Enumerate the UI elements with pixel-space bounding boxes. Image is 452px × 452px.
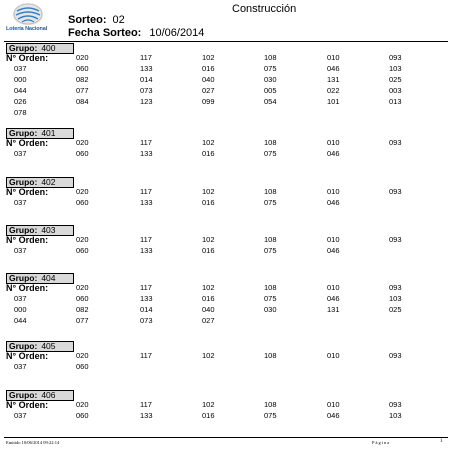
numero-orden: 020 (76, 53, 89, 62)
grupo-label: Grupo: (9, 128, 38, 138)
grupo-block (0, 390, 452, 426)
numbers-row (0, 198, 452, 209)
numero-orden: 093 (389, 283, 402, 292)
numero-orden: 060 (76, 362, 89, 371)
numero-orden: 005 (264, 86, 277, 95)
numero-orden: 117 (140, 53, 152, 62)
numbers-row (0, 138, 452, 149)
numero-orden: 022 (327, 86, 340, 95)
numero-orden: 037 (14, 294, 27, 303)
numbers-row (0, 246, 452, 257)
numero-orden: 037 (14, 198, 27, 207)
numero-orden: 103 (389, 64, 402, 73)
numbers-row (0, 149, 452, 160)
numero-orden: 010 (327, 138, 340, 147)
numero-orden: 026 (14, 97, 27, 106)
pagina-number: 1 (440, 439, 443, 444)
numero-orden: 016 (202, 198, 215, 207)
numero-orden: 084 (76, 97, 89, 106)
numero-orden: 046 (327, 198, 340, 207)
numbers-row (0, 294, 452, 305)
grupo-block (0, 43, 452, 123)
numero-orden: 131 (327, 75, 340, 84)
numero-orden: 075 (264, 411, 277, 420)
numbers-row (0, 64, 452, 75)
numero-orden: 010 (327, 283, 340, 292)
numero-orden: 108 (264, 187, 277, 196)
numero-orden: 108 (264, 400, 277, 409)
numero-orden: 102 (202, 283, 215, 292)
numero-orden: 060 (76, 64, 89, 73)
numero-orden: 102 (202, 187, 215, 196)
grupo-block (0, 341, 452, 377)
numero-orden: 037 (14, 411, 27, 420)
numero-orden: 131 (327, 305, 340, 314)
orden-label: N° Orden: (6, 187, 49, 197)
numero-orden: 102 (202, 53, 215, 62)
numero-orden: 108 (264, 53, 277, 62)
numero-orden: 037 (14, 64, 27, 73)
numero-orden: 117 (140, 187, 152, 196)
numero-orden: 108 (264, 138, 277, 147)
numero-orden: 046 (327, 246, 340, 255)
orden-label: N° Orden: (6, 235, 49, 245)
numero-orden: 093 (389, 53, 402, 62)
numero-orden: 037 (14, 246, 27, 255)
numero-orden: 101 (327, 97, 340, 106)
grupo-number: 401 (41, 128, 56, 138)
numbers-row (0, 235, 452, 246)
numero-orden: 108 (264, 351, 277, 360)
fecha-label: Fecha Sorteo: (68, 27, 142, 39)
numero-orden: 037 (14, 149, 27, 158)
numero-orden: 010 (327, 235, 340, 244)
numero-orden: 075 (264, 64, 277, 73)
numero-orden: 077 (76, 86, 89, 95)
numero-orden: 093 (389, 351, 402, 360)
fecha-line (68, 27, 204, 39)
numero-orden: 093 (389, 187, 402, 196)
numero-orden: 108 (264, 235, 277, 244)
numero-orden: 044 (14, 86, 27, 95)
numero-orden: 075 (264, 149, 277, 158)
numero-orden: 013 (389, 97, 402, 106)
grupo-number: 404 (41, 273, 56, 283)
numero-orden: 060 (76, 411, 89, 420)
grupo-number: 403 (41, 225, 56, 235)
numero-orden: 046 (327, 149, 340, 158)
numero-orden: 077 (76, 316, 89, 325)
numero-orden: 060 (76, 149, 89, 158)
numero-orden: 020 (76, 235, 89, 244)
numero-orden: 133 (140, 149, 153, 158)
orden-label: N° Orden: (6, 53, 49, 63)
numbers-row (0, 362, 452, 373)
grupo-label: Grupo: (9, 225, 38, 235)
numero-orden: 082 (76, 75, 89, 84)
numbers-row (0, 351, 452, 362)
grupo-label: Grupo: (9, 177, 38, 187)
numero-orden: 123 (140, 97, 153, 106)
numero-orden: 046 (327, 294, 340, 303)
numero-orden: 078 (14, 108, 27, 117)
numero-orden: 102 (202, 351, 215, 360)
numero-orden: 027 (202, 316, 215, 325)
numero-orden: 030 (264, 75, 277, 84)
numero-orden: 103 (389, 411, 402, 420)
numero-orden: 117 (140, 235, 152, 244)
numero-orden: 073 (140, 316, 153, 325)
grupo-block (0, 273, 452, 331)
emitido-timestamp: Emitido 10/06/2014 09:22:14 (6, 440, 60, 445)
numero-orden: 117 (140, 351, 152, 360)
numero-orden: 046 (327, 411, 340, 420)
numero-orden: 040 (202, 305, 215, 314)
numero-orden: 073 (140, 86, 153, 95)
numbers-row (0, 400, 452, 411)
grupo-label: Grupo: (9, 390, 38, 400)
numbers-row (0, 86, 452, 97)
numero-orden: 000 (14, 75, 27, 84)
grupo-label: Grupo: (9, 341, 38, 351)
numero-orden: 020 (76, 400, 89, 409)
header-divider (4, 41, 448, 42)
loteria-logo (6, 3, 54, 37)
report-title: Construcción (232, 3, 297, 15)
pagina-label: Página (372, 440, 391, 445)
numero-orden: 010 (327, 187, 340, 196)
numbers-row (0, 97, 452, 108)
numero-orden: 046 (327, 64, 340, 73)
sorteo-label: Sorteo: (68, 14, 107, 26)
numero-orden: 014 (140, 75, 153, 84)
numero-orden: 133 (140, 198, 153, 207)
numero-orden: 000 (14, 305, 27, 314)
grupo-block (0, 177, 452, 213)
numero-orden: 133 (140, 246, 153, 255)
orden-label: N° Orden: (6, 351, 49, 361)
numero-orden: 016 (202, 149, 215, 158)
numero-orden: 020 (76, 138, 89, 147)
numero-orden: 060 (76, 294, 89, 303)
numbers-row (0, 305, 452, 316)
numero-orden: 016 (202, 411, 215, 420)
numero-orden: 003 (389, 86, 402, 95)
orden-label: N° Orden: (6, 138, 49, 148)
footer-divider (4, 437, 448, 438)
numero-orden: 040 (202, 75, 215, 84)
grupo-number: 402 (41, 177, 56, 187)
numbers-row (0, 53, 452, 64)
numero-orden: 010 (327, 53, 340, 62)
orden-label: N° Orden: (6, 283, 49, 293)
numero-orden: 075 (264, 294, 277, 303)
numero-orden: 102 (202, 400, 215, 409)
numero-orden: 010 (327, 351, 340, 360)
numero-orden: 102 (202, 138, 215, 147)
numero-orden: 093 (389, 400, 402, 409)
numero-orden: 093 (389, 235, 402, 244)
orden-label: N° Orden: (6, 400, 49, 410)
numero-orden: 103 (389, 294, 402, 303)
grupo-block (0, 225, 452, 261)
numbers-row (0, 316, 452, 327)
numero-orden: 082 (76, 305, 89, 314)
numero-orden: 037 (14, 362, 27, 371)
numero-orden: 117 (140, 400, 152, 409)
globe-emblem-icon (13, 3, 43, 25)
numero-orden: 020 (76, 351, 89, 360)
numero-orden: 133 (140, 294, 153, 303)
numero-orden: 027 (202, 86, 215, 95)
numero-orden: 117 (140, 138, 152, 147)
grupo-block (0, 128, 452, 164)
numero-orden: 054 (264, 97, 277, 106)
numero-orden: 102 (202, 235, 215, 244)
numbers-row (0, 187, 452, 198)
numero-orden: 108 (264, 283, 277, 292)
numero-orden: 075 (264, 246, 277, 255)
grupo-label: Grupo: (9, 43, 38, 53)
fecha-value: 10/06/2014 (149, 27, 205, 39)
numbers-row (0, 108, 452, 119)
numero-orden: 016 (202, 246, 215, 255)
grupo-number: 400 (41, 43, 56, 53)
numbers-row (0, 75, 452, 86)
numero-orden: 060 (76, 246, 89, 255)
numero-orden: 016 (202, 64, 215, 73)
grupo-label: Grupo: (9, 273, 38, 283)
numero-orden: 020 (76, 283, 89, 292)
grupo-number: 406 (41, 390, 56, 400)
numero-orden: 020 (76, 187, 89, 196)
numero-orden: 093 (389, 138, 402, 147)
numero-orden: 025 (389, 305, 402, 314)
numbers-row (0, 283, 452, 294)
numero-orden: 060 (76, 198, 89, 207)
numero-orden: 016 (202, 294, 215, 303)
grupo-number: 405 (41, 341, 56, 351)
sorteo-value: 02 (112, 14, 125, 26)
numero-orden: 010 (327, 400, 340, 409)
numero-orden: 030 (264, 305, 277, 314)
numero-orden: 133 (140, 64, 153, 73)
numero-orden: 099 (202, 97, 215, 106)
numero-orden: 044 (14, 316, 27, 325)
numero-orden: 075 (264, 198, 277, 207)
numero-orden: 014 (140, 305, 153, 314)
brand-name: Lotería Nacional (6, 26, 48, 32)
numero-orden: 117 (140, 283, 152, 292)
sorteo-line (68, 14, 125, 26)
numero-orden: 133 (140, 411, 153, 420)
numbers-row (0, 411, 452, 422)
numero-orden: 025 (389, 75, 402, 84)
